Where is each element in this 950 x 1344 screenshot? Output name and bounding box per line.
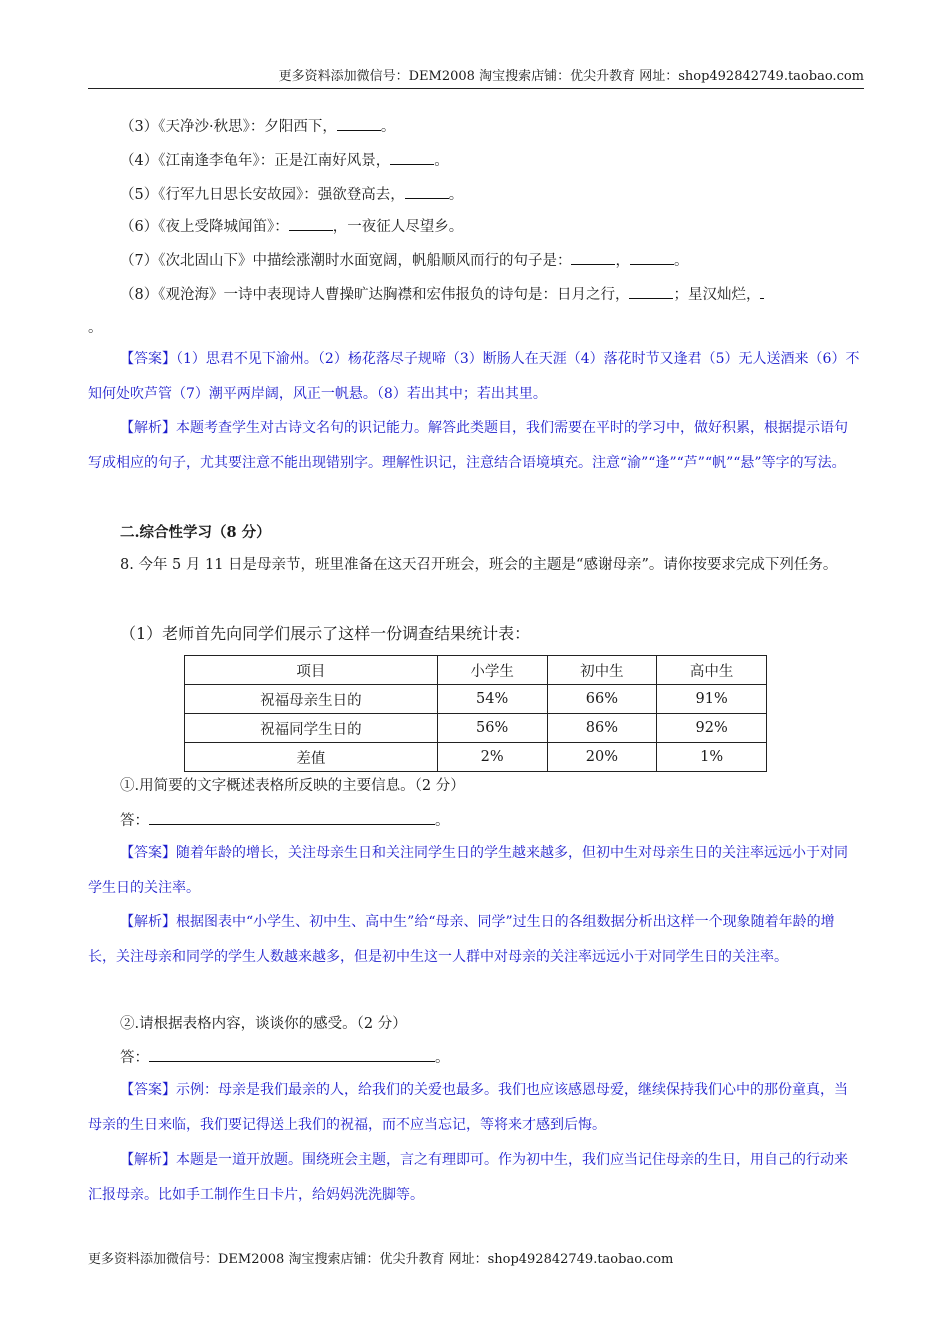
poem-line-4 bbox=[120, 150, 449, 171]
answer-tag: 【答案】 bbox=[120, 845, 176, 861]
blank bbox=[405, 184, 449, 199]
table-cell: 92% bbox=[657, 714, 767, 743]
answer-line-1 bbox=[120, 810, 450, 831]
blank bbox=[760, 284, 764, 299]
table-cell: 66% bbox=[547, 685, 657, 714]
answer-blank bbox=[149, 810, 435, 825]
answer-text: 示例：母亲是我们最亲的人，给我们的关爱也最多。我们也应该感恩母爱，继续保持我们心中的那份童真，当母亲的生日来临，我们要记得送上我们的祝福，而不应当忘记，等将来才感到后悔。 bbox=[88, 1082, 848, 1133]
table-header-row bbox=[185, 656, 767, 685]
poem-text: ， bbox=[615, 253, 630, 269]
analysis-text: 本题是一道开放题。围绕班会主题，言之有理即可。作为初中生，我们应当记住母亲的生日，用自己的行动来汇报母亲。比如手工制作生日卡片，给妈妈洗洗脚等。 bbox=[88, 1152, 848, 1203]
blank bbox=[337, 116, 381, 131]
poem-text: ，一夜征人尽望乡。 bbox=[332, 219, 464, 235]
poem-line-5 bbox=[120, 184, 463, 205]
poem-text: （4）《江南逢李龟年》：正是江南好风景， bbox=[120, 153, 391, 169]
answer-label: 答： bbox=[120, 1050, 149, 1066]
answer-block-2 bbox=[88, 836, 860, 906]
poem-text: （3）《天净沙·秋思》：夕阳西下， bbox=[120, 119, 337, 135]
table-header: 高中生 bbox=[657, 656, 767, 685]
sub-question-1: （1）老师首先向同学们展示了这样一份调查结果统计表： bbox=[120, 624, 531, 643]
poem-line-7 bbox=[120, 250, 688, 271]
poem-line-8-end bbox=[88, 318, 103, 338]
analysis-block-3 bbox=[88, 1143, 860, 1213]
table-header: 小学生 bbox=[437, 656, 547, 685]
page-header: 更多资料添加微信号：DEM2008 淘宝搜索店铺：优尖升教育 网址：shop492842749.taobao.com bbox=[88, 66, 864, 89]
answer-blank bbox=[149, 1047, 435, 1062]
table-cell: 56% bbox=[437, 714, 547, 743]
answer-block-1 bbox=[88, 342, 860, 412]
poem-line-8 bbox=[120, 284, 764, 305]
blank bbox=[289, 216, 333, 231]
question-1: ①.用简要的文字概述表格所反映的主要信息。（2 分） bbox=[120, 778, 465, 794]
answer-tag: 【答案】 bbox=[120, 1082, 176, 1098]
table-row bbox=[185, 714, 767, 743]
table-cell: 差值 bbox=[185, 743, 438, 772]
analysis-block-1 bbox=[88, 411, 860, 481]
blank bbox=[629, 284, 673, 299]
poem-line-3 bbox=[120, 116, 395, 137]
poem-text: 。 bbox=[380, 119, 396, 135]
poem-line-6 bbox=[120, 216, 463, 237]
blank bbox=[571, 250, 615, 265]
analysis-tag: 【解析】 bbox=[120, 420, 176, 436]
analysis-block-2 bbox=[88, 905, 860, 975]
poem-text: 。 bbox=[673, 253, 689, 269]
analysis-tag: 【解析】 bbox=[120, 914, 176, 930]
poem-text: （8）《观沧海》一诗中表现诗人曹操旷达胸襟和宏伟报负的诗句是：日月之行， bbox=[120, 287, 630, 303]
table-cell: 20% bbox=[547, 743, 657, 772]
table-row bbox=[185, 743, 767, 772]
answer-end: 。 bbox=[435, 813, 450, 829]
table-cell: 2% bbox=[437, 743, 547, 772]
page-footer: 更多资料添加微信号：DEM2008 淘宝搜索店铺：优尖升教育 网址：shop492842749.taobao.com bbox=[88, 1252, 674, 1267]
table-header: 项目 bbox=[185, 656, 438, 685]
answer-text: 随着年龄的增长，关注母亲生日和关注同学生日的学生越来越多，但初中生对母亲生日的关注率远远小于对同学生日的关注率。 bbox=[88, 845, 848, 896]
table-cell: 54% bbox=[437, 685, 547, 714]
answer-tag: 【答案】 bbox=[120, 351, 176, 367]
survey-table bbox=[184, 655, 767, 772]
answer-label: 答： bbox=[120, 813, 149, 829]
poem-text: （7）《次北固山下》中描绘涨潮时水面宽阔，帆船顺风而行的句子是： bbox=[120, 253, 572, 269]
poem-text: ；星汉灿烂， bbox=[673, 287, 761, 303]
analysis-tag: 【解析】 bbox=[120, 1152, 176, 1168]
analysis-text: 本题考查学生对古诗文名句的识记能力。解答此类题目，我们需要在平时的学习中，做好积累，根据提示语句写成相应的句子，尤其要注意不能出现错别字。理解性识记，注意结合语境填充。注意“渝”“逢”“芦”“帆”“悬”等字的写法。 bbox=[88, 420, 848, 471]
table-cell: 祝福同学生日的 bbox=[185, 714, 438, 743]
table-cell: 86% bbox=[547, 714, 657, 743]
question-8: 8. 今年 5 月 11 日是母亲节，班里准备在这天召开班会，班会的主题是“感谢母亲”。请你按要求完成下列任务。 bbox=[120, 557, 838, 573]
blank bbox=[630, 250, 674, 265]
poem-text: 。 bbox=[448, 187, 464, 203]
blank bbox=[390, 150, 434, 165]
poem-text: （6）《夜上受降城闻笛》： bbox=[120, 219, 289, 235]
table-header: 初中生 bbox=[547, 656, 657, 685]
answer-block-3 bbox=[88, 1073, 860, 1143]
section-heading: 二.综合性学习（8 分） bbox=[120, 524, 271, 541]
analysis-text: 根据图表中“小学生、初中生、高中生”给“母亲、同学”过生日的各组数据分析出这样一个现象随着年龄的增长，关注母亲和同学的学生人数越来越多，但是初中生这一人群中对母亲的关注率远远小于对同学生日的关注率。 bbox=[88, 914, 835, 965]
poem-text: 。 bbox=[88, 320, 103, 336]
answer-line-2 bbox=[120, 1047, 450, 1068]
poem-text: 。 bbox=[434, 153, 449, 169]
poem-text: （5）《行军九日思长安故园》：强欲登高去， bbox=[120, 187, 405, 203]
table-cell: 91% bbox=[657, 685, 767, 714]
table-cell: 祝福母亲生日的 bbox=[185, 685, 438, 714]
answer-end: 。 bbox=[435, 1050, 450, 1066]
question-2: ②.请根据表格内容，谈谈你的感受。（2 分） bbox=[120, 1016, 407, 1032]
answer-text: （1）思君不见下渝州。（2）杨花落尽子规啼（3）断肠人在天涯（4）落花时节又逢君（5）无人送酒来（6）不知何处吹芦管（7）潮平两岸阔，风正一帆悬。（8）若出其中；若出其里。 bbox=[88, 351, 860, 402]
table-cell: 1% bbox=[657, 743, 767, 772]
table-row bbox=[185, 685, 767, 714]
